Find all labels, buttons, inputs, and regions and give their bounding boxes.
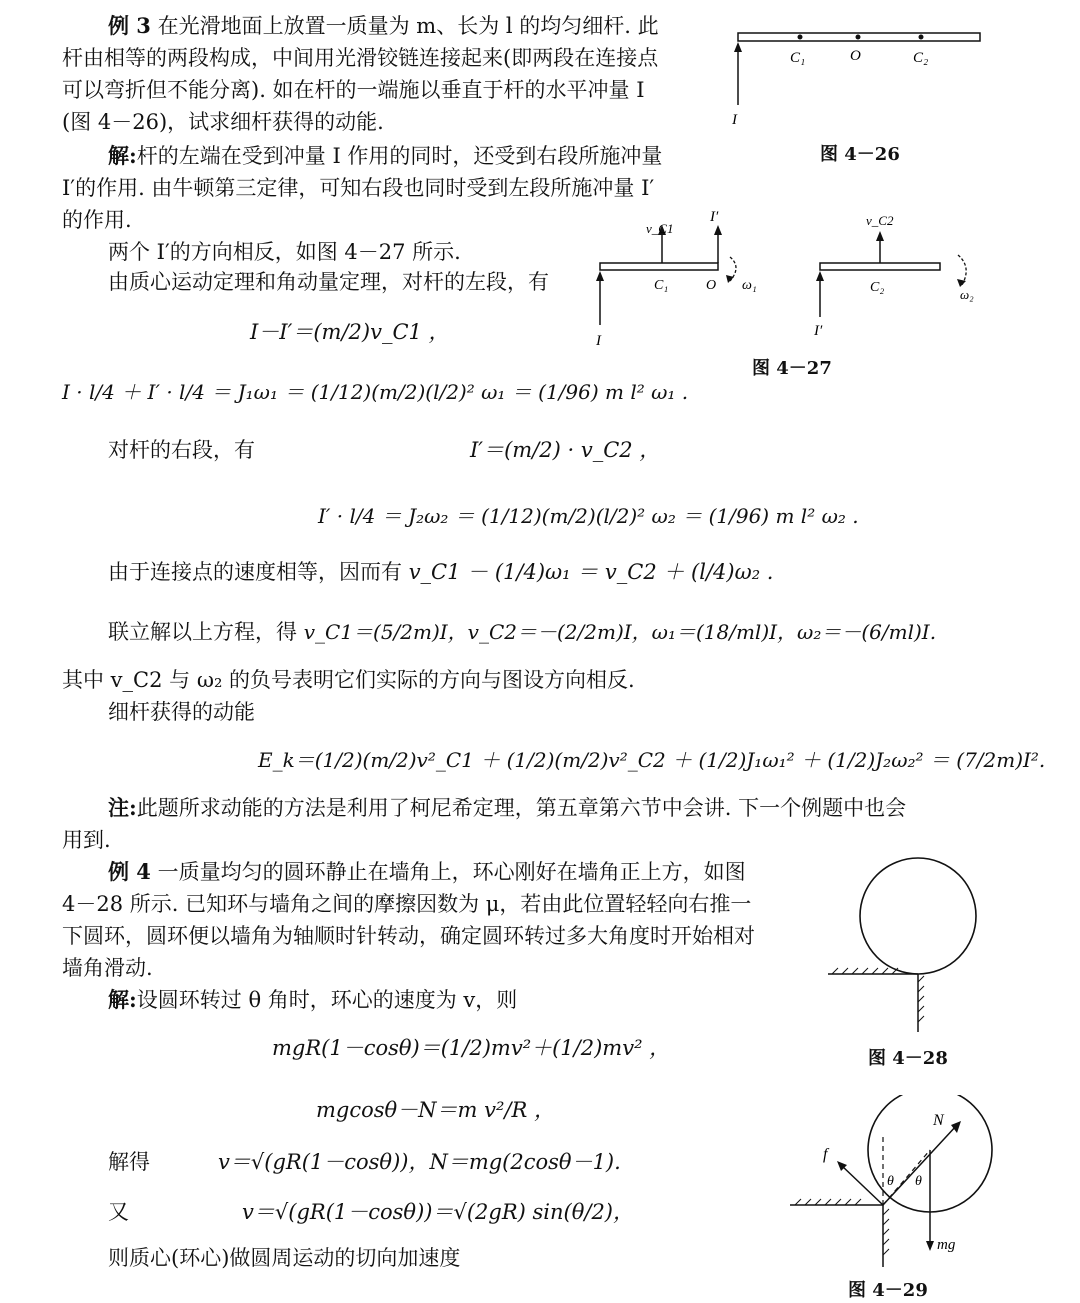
solution3-line10: 细杆获得的动能 <box>108 700 255 724</box>
solution3-line2: I′的作用. 由牛顿第三定律，可知右段也同时受到左段所施冲量 I′ <box>62 176 655 200</box>
example3-label: 例 3 <box>108 13 151 38</box>
label-omega2: ω₂ <box>960 287 974 302</box>
solution4-label: 解: <box>108 987 137 1012</box>
solution3-line4: 两个 I′的方向相反，如图 4－27 所示. <box>108 240 461 264</box>
equation-velocity-match: v_C1 － (1/4)ω₁ ＝ v_C2 ＋ (l/4)ω₂ . <box>408 560 774 584</box>
solution3-line7 <box>108 556 773 588</box>
example3-line2: 杆由相等的两段构成，中间用光滑铰链连接起来(即两段在连接点 <box>62 46 659 70</box>
solution4-also-word: 又 <box>108 1200 129 1224</box>
label-o: O <box>706 278 717 293</box>
solution3-line5: 由质心运动定理和角动量定理，对杆的左段，有 <box>108 270 549 294</box>
caption-4-29: 图 4－29 <box>848 1280 928 1301</box>
example4-label: 例 4 <box>108 859 151 884</box>
label-mg: mg <box>937 1237 956 1253</box>
solution3-line8 <box>108 616 936 648</box>
label-impulse: I <box>732 112 737 128</box>
label-theta1: θ <box>887 1174 894 1189</box>
note-line2: 用到. <box>62 828 111 852</box>
figure-4-28 <box>820 850 1010 1040</box>
label-omega1: ω₁ <box>742 278 757 293</box>
figure-4-26 <box>728 20 990 130</box>
label-n: N <box>933 1112 944 1129</box>
vc2-arrowhead <box>876 231 884 241</box>
solution4-line1 <box>108 984 517 1016</box>
floor-hatch <box>795 1199 861 1205</box>
impulse-arrowhead <box>734 42 742 52</box>
c2-point <box>919 35 924 40</box>
label-vc1: v_C1 <box>646 221 674 236</box>
solution3-line1 <box>108 140 662 172</box>
solution3-text7: 由于连接点的速度相等，因而有 <box>108 560 402 584</box>
label-ip-top: I′ <box>710 209 719 225</box>
label-vc2: v_C2 <box>866 213 894 228</box>
equation-left-momentum: I－I′＝(m/2)v_C1 ， <box>250 320 450 344</box>
left-segment <box>600 263 718 270</box>
ip-top-arrowhead <box>714 225 722 235</box>
friction-arrow <box>841 1165 883 1205</box>
label-c1: C₁ <box>654 278 669 293</box>
i-arrowhead <box>596 271 604 281</box>
caption-4-28: 图 4－28 <box>868 1048 948 1069</box>
caption-4-26: 图 4－26 <box>820 144 900 165</box>
ip-bottom-arrowhead <box>816 271 824 281</box>
label-c1: C₁ <box>790 50 806 66</box>
label-ip-bottom: I′ <box>814 323 823 339</box>
label-i: I <box>596 333 601 349</box>
equation-kinetic-energy: E_k＝(1/2)(m/2)v²_C1 ＋ (1/2)(m/2)v²_C2 ＋ (1/2)J₁ω₁² ＋ (1/2)J₂ω₂² ＝ (7/2m)I². <box>258 748 1046 772</box>
label-o: O <box>850 48 861 64</box>
example4-line3: 下圆环，圆环便以墙角为轴顺时针转动，确定圆环转过多大角度时开始相对 <box>62 924 755 948</box>
caption-4-27: 图 4－27 <box>752 358 832 379</box>
example3-line3: 可以弯折但不能分离). 如在杆的一端施以垂直于杆的水平冲量 I <box>62 78 645 102</box>
wall-hatch <box>883 1209 889 1255</box>
example4-line4: 墙角滑动. <box>62 956 153 980</box>
figure-4-29 <box>785 1095 1005 1275</box>
gravity-arrowhead <box>926 1241 934 1251</box>
o-point <box>856 35 861 40</box>
normal-force-arrowhead <box>951 1121 961 1133</box>
solution4-line2: 则质心(环心)做圆周运动的切向加速度 <box>108 1246 461 1270</box>
example3-line1 <box>108 10 659 42</box>
note-label: 注: <box>108 795 137 820</box>
solution3-text8: 联立解以上方程，得 <box>108 620 297 644</box>
note-text1: 此题所求动能的方法是利用了柯尼希定理，第五章第六节中会讲. 下一个例题中也会 <box>136 796 907 820</box>
equation-energy: mgR(1－cosθ)＝(1/2)mv²＋(1/2)mv² ， <box>272 1036 671 1060</box>
note-line1 <box>108 792 906 824</box>
equation-right-angular: I′ · l/4 ＝ J₂ω₂ ＝ (1/12)(m/2)(l/2)² ω₂ ＝ (1/96) m l² ω₂ . <box>318 504 859 528</box>
normal-force-arrow <box>883 1125 957 1205</box>
label-c2: C₂ <box>913 50 929 66</box>
solution3-line6: 对杆的右段，有 <box>108 438 255 462</box>
solution4-text1: 设圆环转过 θ 角时，环心的速度为 v，则 <box>136 988 518 1012</box>
example4-line1 <box>108 856 746 888</box>
label-c2: C₂ <box>870 280 885 295</box>
equation-v-and-n: v＝√(gR(1－cosθ))，N＝mg(2cosθ－1). <box>218 1150 621 1174</box>
floor-hatch <box>832 968 898 974</box>
solution3-text1: 杆的左端在受到冲量 I 作用的同时，还受到右段所施冲量 <box>136 144 663 168</box>
equation-solutions: v_C1＝(5/2m)I，v_C2＝－(2/2m)I，ω₁＝(18/ml)I，ω₂＝－(6/ml)I. <box>303 620 937 644</box>
example4-text1: 一质量均匀的圆环静止在墙角上，环心刚好在墙角正上方，如图 <box>157 860 746 884</box>
equation-left-angular: I · l/4 ＋ I′ · l/4 ＝ J₁ω₁ ＝ (1/12)(m/2)(l/2)² ω₁ ＝ (1/96) m l² ω₁ . <box>62 380 689 404</box>
equation-right-momentum: I′＝(m/2) · v_C2 ， <box>470 438 661 462</box>
c1-point <box>798 35 803 40</box>
equation-normal: mgcosθ－N＝m v²/R ， <box>316 1098 555 1122</box>
label-f: f <box>823 1146 828 1163</box>
label-theta2: θ <box>915 1174 922 1189</box>
solution3-line3: 的作用. <box>62 208 132 232</box>
right-segment <box>820 263 940 270</box>
solution4-solve-word: 解得 <box>108 1150 150 1174</box>
wall-hatch <box>918 976 924 1022</box>
example3-line4: (图 4－26)，试求细杆获得的动能. <box>62 110 384 134</box>
ring <box>860 858 976 974</box>
figure-4-27 <box>590 205 990 355</box>
solution3-label: 解: <box>108 143 137 168</box>
equation-v-half-angle: v＝√(gR(1－cosθ))＝√(2gR) sin(θ/2)， <box>242 1200 634 1224</box>
solution3-line9: 其中 v_C2 与 ω₂ 的负号表明它们实际的方向与图设方向相反. <box>62 668 635 692</box>
example3-text1: 在光滑地面上放置一质量为 m、长为 l 的均匀细杆. 此 <box>157 14 659 38</box>
example4-line2: 4－28 所示. 已知环与墙角之间的摩擦因数为 μ，若由此位置轻轻向右推一 <box>62 892 752 916</box>
